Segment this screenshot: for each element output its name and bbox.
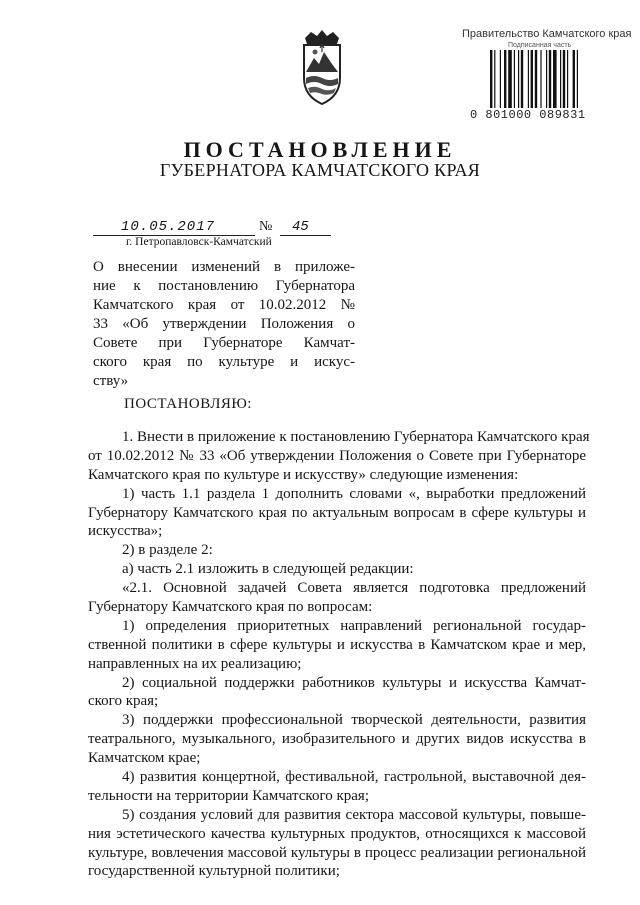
body-line: от 10.02.2012 № 33 «Об утверждении Положения о Совете при Губернаторе xyxy=(88,447,586,464)
barcode-bar xyxy=(567,50,568,108)
decree-word: ПОСТАНОВЛЯЮ: xyxy=(124,396,252,412)
barcode-bar xyxy=(518,50,519,108)
body-line: Губернатору Камчатского края по актуальным вопросам в сфере культуры и xyxy=(88,504,586,521)
barcode-bar xyxy=(563,50,565,108)
kamchatka-coat-of-arms-icon xyxy=(297,28,347,108)
body-line: государственной культурной политики; xyxy=(88,863,340,880)
stamp-subtitle: Подписанная часть xyxy=(508,42,572,49)
body-line: 4) развития концертной, фестивальной, гастрольной, выставочной дея- xyxy=(122,769,586,786)
barcode-number: 0 801000 089831 xyxy=(470,108,586,122)
body-line: театрального, музыкального, изобразительного и других видов искусства в xyxy=(88,731,586,748)
barcode-bar xyxy=(549,50,551,108)
barcode-bar xyxy=(553,50,557,108)
barcode-bar xyxy=(531,50,533,108)
barcode-bar xyxy=(540,50,541,108)
barcode-bar xyxy=(528,50,529,108)
barcode-bar xyxy=(560,50,561,108)
body-line: 2) в разделе 2: xyxy=(122,542,213,559)
body-line: Камчатском крае; xyxy=(88,750,201,767)
barcode-bar xyxy=(494,50,495,108)
subject-line: ского края по культуре и искус- xyxy=(93,354,355,370)
body-line: 3) поддержки профессиональной творческой деятельности, развития xyxy=(122,712,586,729)
subject-line: О внесении изменений в приложе- xyxy=(93,259,355,275)
subject-line: ние к постановлению Губернатора xyxy=(93,278,355,294)
body-line: Губернатору Камчатского края по вопросам: xyxy=(88,599,373,616)
body-line: ственной политики в сфере культуры и искусства в Камчатском крае и мер, xyxy=(88,636,586,653)
barcode-bar xyxy=(508,50,512,108)
subject-line: Камчатского края от 10.02.2012 № xyxy=(93,297,355,313)
barcode-bar xyxy=(521,50,523,108)
body-line: а) часть 2.1 изложить в следующей редакции: xyxy=(122,561,414,578)
document-date: 10.05.2017 xyxy=(121,219,216,235)
body-line: ского края; xyxy=(88,693,159,710)
barcode-bar xyxy=(500,50,501,108)
document-city: г. Петропавловск-Камчатский xyxy=(126,236,272,248)
barcode-bar xyxy=(573,50,575,108)
subject-line: 33 «Об утверждении Положения о xyxy=(93,316,355,332)
body-line: направленных на их реализацию; xyxy=(88,655,302,672)
barcode-bar xyxy=(535,50,537,108)
body-line: тельности на территории Камчатского края; xyxy=(88,787,370,804)
document-subject xyxy=(93,258,355,391)
body-line: культуре, вовлечения массовой культуры в процесс реализации региональной xyxy=(88,844,586,861)
stamp-organization: Правительство Камчатского края xyxy=(462,28,632,40)
body-line: 1) определения приоритетных направлений региональной государ- xyxy=(122,617,586,634)
barcode-bar xyxy=(514,50,515,108)
number-sign: № xyxy=(259,219,273,234)
subject-line: ству» xyxy=(93,373,129,389)
body-line: 2) социальной поддержки работников культуры и искусства Камчат- xyxy=(122,674,586,691)
number-underline xyxy=(280,235,331,236)
document-subtitle: ГУБЕРНАТОРА КАМЧАТСКОГО КРАЯ xyxy=(159,160,481,180)
body-line: «2.1. Основной задачей Совета является подготовка предложений xyxy=(122,580,586,597)
body-line: 1. Внести в приложение к постановлению Губернатора Камчатского края xyxy=(122,429,590,445)
body-line: Камчатского края по культуре и искусству» следующие изменения: xyxy=(88,466,519,483)
barcode-bar xyxy=(490,50,492,108)
document-number: 45 xyxy=(292,219,309,235)
document-title: ПОСТАНОВЛЕНИЕ xyxy=(183,137,457,162)
body-line: искусства»; xyxy=(88,523,163,540)
document-body xyxy=(88,428,590,881)
barcode-bar xyxy=(546,50,547,108)
barcode-bar xyxy=(504,50,506,108)
body-line: 1) часть 1.1 раздела 1 дополнить словами «, выработки предложений xyxy=(122,485,586,502)
subject-line: Совете при Губернаторе Камчат- xyxy=(93,335,355,351)
body-line: 5) создания условий для развития сектора массовой культуры, повыше- xyxy=(122,806,586,823)
body-line: ния эстетического качества культурных продуктов, относящихся к массовой xyxy=(88,825,586,842)
barcode-bar xyxy=(577,50,578,108)
barcode-icon xyxy=(490,50,602,108)
